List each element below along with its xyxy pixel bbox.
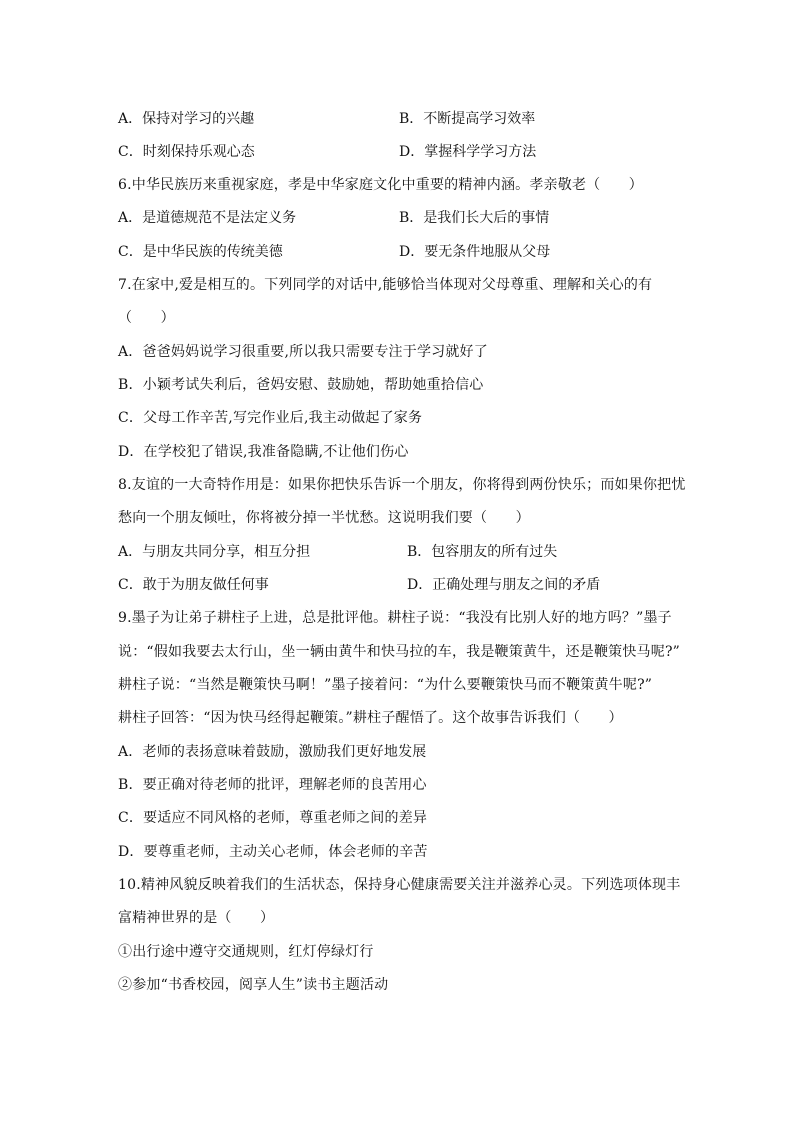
q7-option-b: B．小颖考试失利后，爸妈安慰、鼓励她，帮助她重拾信心	[118, 377, 484, 393]
q10-stem-line2: 富精神世界的是（ ）	[118, 910, 275, 926]
q7-option-d: D．在学校犯了错误,我准备隐瞒,不让他们伤心	[118, 444, 409, 460]
q8-stem-line1: 8.友谊的一大奇特作用是：如果你把快乐告诉一个朋友，你将得到两份快乐；而如果你把忧	[118, 477, 686, 493]
q7-stem-line2: （ ）	[118, 310, 175, 326]
q9-stem-line1: 9.墨子为让弟子耕柱子上进，总是批评他。耕柱子说：“我没有比别人好的地方吗？”墨子	[118, 610, 672, 626]
q9-option-b: B．要正确对待老师的批评，理解老师的良苦用心	[118, 777, 427, 793]
q6-option-c: C．是中华民族的传统美德	[118, 244, 283, 260]
q5-option-d: D．掌握科学学习方法	[399, 144, 537, 160]
q7-option-c: C．父母工作辛苦,写完作业后,我主动做起了家务	[118, 410, 423, 426]
q8-option-d: D．正确处理与朋友之间的矛盾	[407, 577, 601, 593]
q6-option-b: B．是我们长大后的事情	[399, 210, 550, 226]
q5-option-b: B．不断提高学习效率	[399, 111, 536, 127]
q10-item-1: ①出行途中遵守交通规则，红灯停绿灯行	[118, 944, 374, 960]
q9-stem-line2: 说：“假如我要去太行山，坐一辆由黄牛和快马拉的车，我是鞭策黄牛，还是鞭策快马呢?”	[118, 644, 681, 660]
q10-stem-line1: 10.精神风貌反映着我们的生活状态，保持身心健康需要关注并滋养心灵。下列选项体现丰	[118, 877, 681, 893]
q7-stem-line1: 7.在家中,爱是相互的。下列同学的对话中,能够恰当体现对父母尊重、理解和关心的有	[118, 277, 653, 293]
q5-option-c: C．时刻保持乐观心态	[118, 144, 255, 160]
q9-stem-line3: 耕柱子说：“当然是鞭策快马啊！”墨子接着问：“为什么要鞭策快马而不鞭策黄牛呢?”	[118, 677, 653, 693]
q9-option-d: D．要尊重老师，主动关心老师，体会老师的辛苦	[118, 844, 428, 860]
q7-option-a: A．爸爸妈妈说学习很重要,所以我只需要专注于学习就好了	[118, 344, 488, 360]
q8-stem-line2: 愁向一个朋友倾吐，你将被分掉一半忧愁。这说明我们要（ ）	[118, 510, 530, 526]
q9-option-a: A．老师的表扬意味着鼓励，激励我们更好地发展	[118, 744, 427, 760]
q6-stem: 6.中华民族历来重视家庭，孝是中华家庭文化中重要的精神内涵。孝亲敬老（ ）	[118, 177, 643, 193]
q8-option-a: A．与朋友共同分享，相互分担	[118, 544, 311, 560]
q6-option-d: D．要无条件地服从父母	[399, 244, 551, 260]
q9-option-c: C．要适应不同风格的老师，尊重老师之间的差异	[118, 810, 428, 826]
q8-option-b: B．包容朋友的所有过失	[407, 544, 558, 560]
q5-option-a: A．保持对学习的兴趣	[118, 111, 255, 127]
q10-item-2: ②参加“书香校园，阅享人生”读书主题活动	[118, 977, 389, 993]
q8-option-c: C．敢于为朋友做任何事	[118, 577, 269, 593]
q6-option-a: A．是道德规范不是法定义务	[118, 210, 297, 226]
q9-stem-line4: 耕柱子回答：“因为快马经得起鞭策。”耕柱子醒悟了。这个故事告诉我们（ ）	[118, 710, 623, 726]
